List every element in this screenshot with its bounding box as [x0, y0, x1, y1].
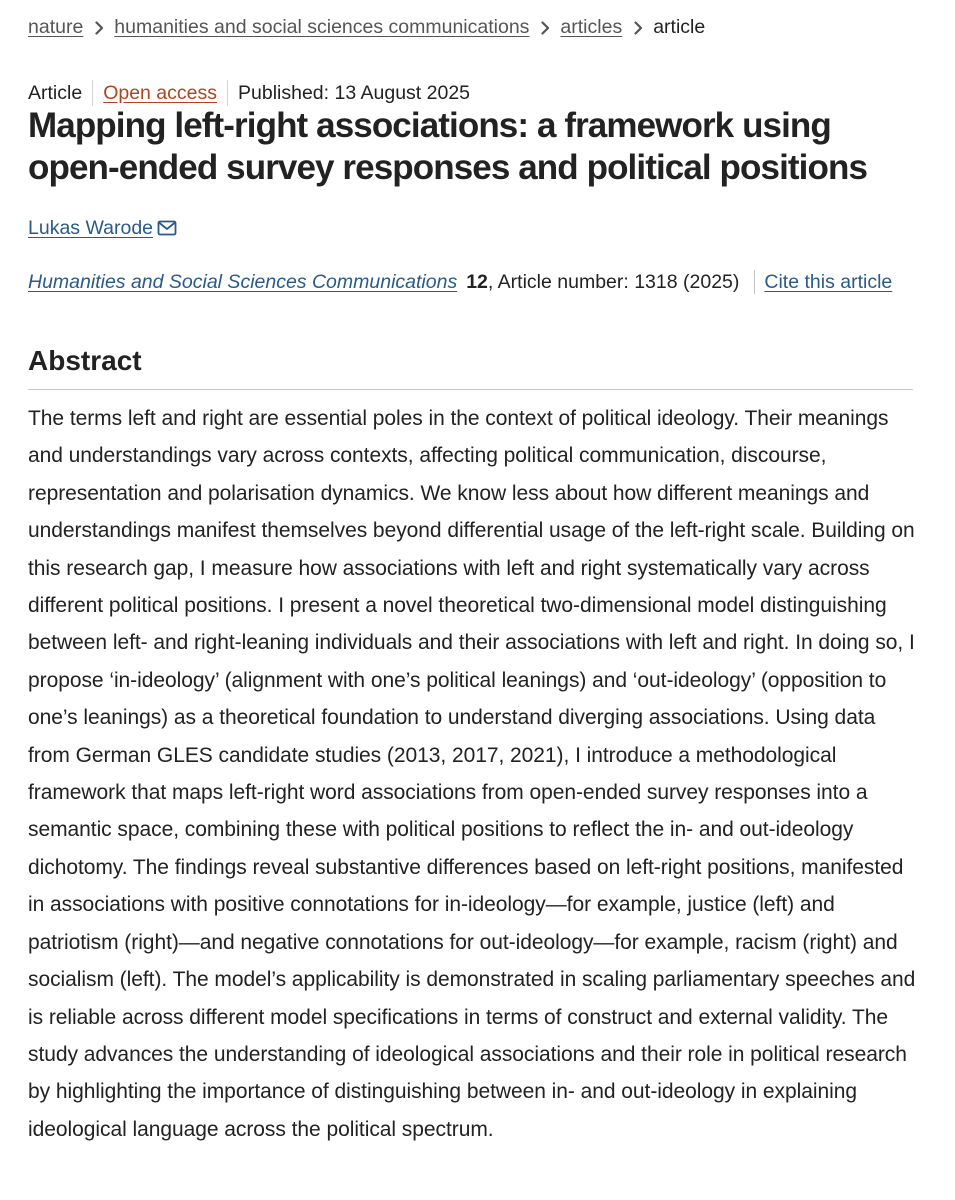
abstract-text: The terms left and right are essential poles in the context of political ideology. Their meanings and understandings vary across contexts, affecting political communication, discourse, representation and polarisation dynamics. We know less about how different meanings and understandings manifest themselves beyond differential usage of the left-right scale. Building on this research gap, I measure how associations with left and right systematically vary across different political positions. I present a novel theoretical two-dimensional model distinguishing between left- and right-leaning individuals and their associations with left and right. In doing so, I propose ‘in-ideology’ (alignment with one’s political leanings) and ‘out-ideology’ (opposition to one’s leanings) as a theoretical foundation to understand diverging associations. Using data from German GLES candidate studies (2013, 2017, 2021), I introduce a methodological framework that maps left-right word associations from open-ended survey responses into a semantic space, combining these with political positions to reflect the in- and out-ideology dichotomy. The findings reveal substantive differences based on left-right positions, manifested in associations with positive connotations for in-ideology—for example, justice (left) and patriotism (right)—and negative connotations for out-ideology—for example, racism (right) and socialism (left). The model’s applicability is demonstrated in scaling parliamentary speeches and is reliable across different model specifications in terms of construct and external validity. The study advances the understanding of ideological associations and their role in political research by highlighting the importance of distinguishing between in- and out-ideology in explaining ideological language across the political spectrum. [28, 407, 916, 1141]
article-meta [28, 80, 470, 106]
abstract-heading: Abstract [28, 345, 142, 376]
article-type: Article [28, 82, 83, 104]
chevron-right-icon [529, 14, 560, 40]
mail-icon[interactable] [157, 220, 177, 236]
divider [92, 80, 93, 106]
open-access-link[interactable]: Open access [103, 82, 217, 104]
section-divider [28, 389, 913, 390]
breadcrumb-link-journal[interactable]: humanities and social sciences communications [114, 16, 530, 38]
journal-link[interactable]: Humanities and Social Sciences Communications [28, 271, 458, 293]
author-link[interactable]: Lukas Warode [28, 217, 154, 239]
breadcrumb-link-nature[interactable]: nature [28, 16, 84, 38]
cite-article-link[interactable]: Cite this article [764, 271, 893, 293]
divider [754, 270, 755, 294]
chevron-right-icon [622, 14, 653, 40]
article-number: , Article number: 1318 (2025) [487, 271, 740, 293]
published-date: Published: 13 August 2025 [238, 82, 471, 104]
article-title: Mapping left-right associations: a framework using open-ended survey responses and political positions [28, 106, 868, 187]
volume-number: 12 [466, 271, 488, 293]
divider [227, 80, 228, 106]
citation-line [28, 269, 892, 295]
chevron-right-icon [83, 14, 114, 40]
breadcrumb-current: article [653, 16, 706, 38]
breadcrumb-link-articles[interactable]: articles [560, 16, 623, 38]
breadcrumb [28, 14, 705, 40]
author-list [28, 215, 177, 241]
